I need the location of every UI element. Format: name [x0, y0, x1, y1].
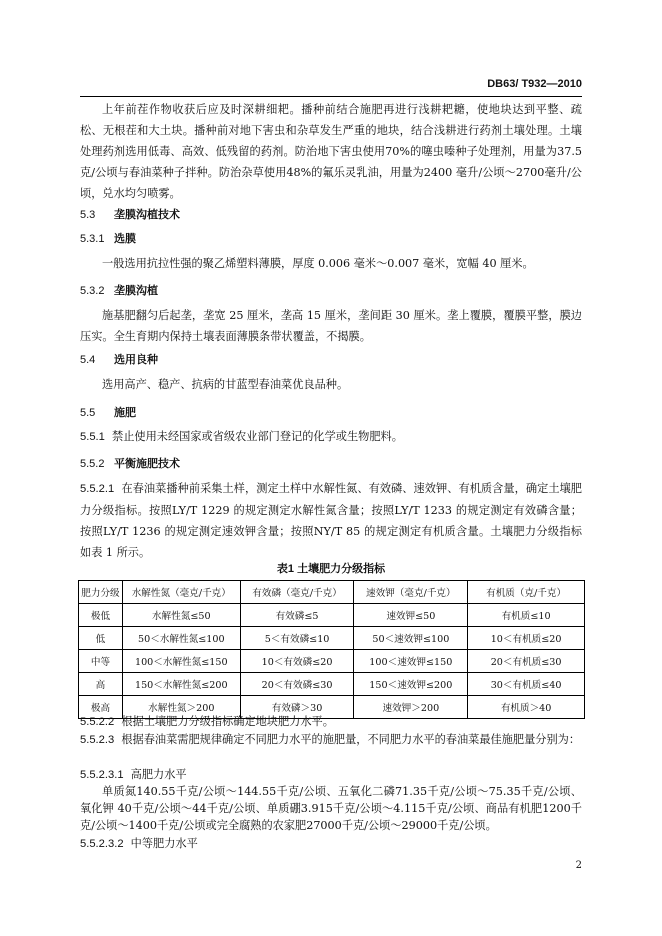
- table-row: [79, 650, 585, 673]
- clause-text: 根据春油菜需肥规律确定不同肥力水平的施肥量，不同肥力水平的春油菜最佳施肥量分别为：: [121, 733, 581, 746]
- table-row: [79, 604, 585, 627]
- document-code: DB63/ T932—2010: [487, 78, 582, 90]
- soil-fertility-table: [78, 580, 585, 719]
- table-cell: 5＜有效磷≤10: [240, 627, 354, 650]
- header-rule: [80, 96, 582, 97]
- page-number: 2: [575, 860, 582, 871]
- table-cell: 速效钾＞200: [354, 696, 468, 719]
- table-header-cell: 有效磷（毫克/千克）: [240, 581, 354, 604]
- table-cell: 有效磷≤5: [240, 604, 354, 627]
- section-title: 垄膜沟植: [114, 285, 158, 297]
- table-cell: 10＜有效磷≤20: [240, 650, 354, 673]
- table-cell: 高: [79, 673, 123, 696]
- clause-number: 5.5.2.3.2: [80, 838, 124, 850]
- clause-text: 根据土壤肥力分级指标确定地块肥力水平。: [121, 715, 334, 728]
- section-5-4-heading: [80, 351, 158, 367]
- clause-text: 禁止使用未经国家或省级农业部门登记的化学或生物肥料。: [112, 430, 403, 443]
- table-cell: 中等: [79, 650, 123, 673]
- table-cell: 极低: [79, 604, 123, 627]
- table-header-cell: 有机质（克/千克）: [468, 581, 585, 604]
- table-cell: 150＜水解性氮≤200: [122, 673, 240, 696]
- clause-number: 5.5.2.1: [80, 483, 115, 495]
- clause-5-5-2-3-1-heading: [80, 766, 582, 784]
- section-5-5-2-heading: [80, 455, 180, 471]
- section-title: 垄膜沟植技术: [114, 209, 180, 221]
- section-number: 5.3.2: [80, 285, 105, 297]
- table-cell: 有机质≤10: [468, 604, 585, 627]
- section-number: 5.4: [80, 354, 96, 366]
- table-cell: 有机质＞40: [468, 696, 585, 719]
- section-5-3-2-heading: [80, 282, 158, 298]
- clause-title: 高肥力水平: [130, 768, 187, 781]
- clause-5-5-2-3-2-heading: [80, 835, 582, 853]
- section-title: 施肥: [114, 407, 136, 419]
- table-cell: 10＜有机质≤20: [468, 627, 585, 650]
- clause-5-5-2-3-1-text: 单质氮140.55千克/公顷～144.55千克/公顷、五氧化二磷71.35千克/公顷～75.35千克/公顷、氧化钾 40千克/公顷～44千克/公顷、单质硼3.915千克/公顷～4.115千克/公顷、商品有机肥1200千克/公顷～1400千克/公顷或完全腐熟的农家肥27000千克/公顷～29000千克/公顷。: [80, 785, 582, 832]
- table-cell: 20＜有效磷≤30: [240, 673, 354, 696]
- clause-5-5-1: [80, 426, 582, 448]
- clause-title: 中等肥力水平: [130, 837, 198, 850]
- table-header-row: [79, 581, 585, 604]
- table-cell: 100＜水解性氮≤150: [122, 650, 240, 673]
- table-cell: 30＜有机质≤40: [468, 673, 585, 696]
- clause-number: 5.5.1: [80, 431, 105, 443]
- table-cell: 100＜速效钾≤150: [354, 650, 468, 673]
- section-5-3-2-text: 施基肥翻匀后起垄，垄宽 25 厘米，垄高 15 厘米，垄间距 30 厘米。垄上覆膜，覆膜平整，膜边压实。全生育期内保持土壤表面薄膜条带状覆盖，不揭膜。: [80, 309, 582, 343]
- section-5-3-heading: [80, 206, 180, 222]
- section-title: 选膜: [114, 233, 136, 245]
- section-5-3-1-text: 一般选用抗拉性强的聚乙烯塑料薄膜，厚度 0.006 毫米～0.007 毫米，宽幅 40 厘米。: [102, 257, 534, 270]
- table-cell: 低: [79, 627, 123, 650]
- table-cell: 极高: [79, 696, 123, 719]
- table-row: [79, 673, 585, 696]
- table-cell: 有效磷＞30: [240, 696, 354, 719]
- clause-number: 5.5.2.2: [80, 716, 115, 728]
- section-number: 5.3.1: [80, 233, 105, 245]
- intro-paragraph: 上年前茬作物收获后应及时深耕细耙。播种前结合施肥再进行浅耕耙耱，使地块达到平整、疏松、无根茬和大土块。播种前对地下害虫和杂草发生严重的地块，结合浅耕进行药剂土壤处理。土壤处理药剂选用低毒、高效、低残留的药剂。防治地下害虫使用70%的噻虫嗪种子处理剂，用量为37.5克/公顷与春油菜种子拌种。防治杂草使用48%的氟乐灵乳油，用量为2400 毫升/公顷～2700毫升/公顷，兑水均匀喷雾。: [80, 103, 582, 200]
- section-5-4-text: 选用高产、稳产、抗病的甘蓝型春油菜优良品种。: [102, 378, 349, 391]
- table-cell: 速效钾≤50: [354, 604, 468, 627]
- clause-5-5-2-2: [80, 713, 582, 731]
- table-cell: 水解性氮≤50: [122, 604, 240, 627]
- clause-5-5-2-3: [80, 731, 582, 749]
- section-5-5-heading: [80, 404, 136, 420]
- section-title: 选用良种: [114, 354, 158, 366]
- table-cell: 20＜有机质≤30: [468, 650, 585, 673]
- table-cell: 50＜水解性氮≤100: [122, 627, 240, 650]
- table-title: 表1 土壤肥力分级指标: [276, 563, 386, 575]
- section-title: 平衡施肥技术: [114, 458, 180, 470]
- table-header-cell: 速效钾（毫克/千克）: [354, 581, 468, 604]
- section-number: 5.5: [80, 407, 96, 419]
- clause-number: 5.5.2.3: [80, 734, 115, 746]
- table-cell: 150＜速效钾≤200: [354, 673, 468, 696]
- table-cell: 水解性氮＞200: [122, 696, 240, 719]
- section-number: 5.5.2: [80, 458, 105, 470]
- table-cell: 50＜速效钾≤100: [354, 627, 468, 650]
- section-number: 5.3: [80, 209, 96, 221]
- table-header-cell: 水解性氮（毫克/千克）: [122, 581, 240, 604]
- table-header-cell: 肥力分级: [79, 581, 123, 604]
- section-5-3-1-heading: [80, 230, 136, 246]
- clause-5-5-2-1: [80, 478, 582, 563]
- table-row: [79, 627, 585, 650]
- clause-text: 在春油菜播种前采集土样，测定土样中水解性氮、有效磷、速效钾、有机质含量，确定土壤肥力分级指标。按照LY/T 1229 的规定测定水解性氮含量；按照LY/T 1233 的规定测定有效磷含量；按照LY/T 1236 的规定测定速效钾含量；按照NY/T 85 的规定测定有机质含量。土壤肥力分级指标如表 1 所示。: [80, 482, 582, 559]
- clause-number: 5.5.2.3.1: [80, 769, 124, 781]
